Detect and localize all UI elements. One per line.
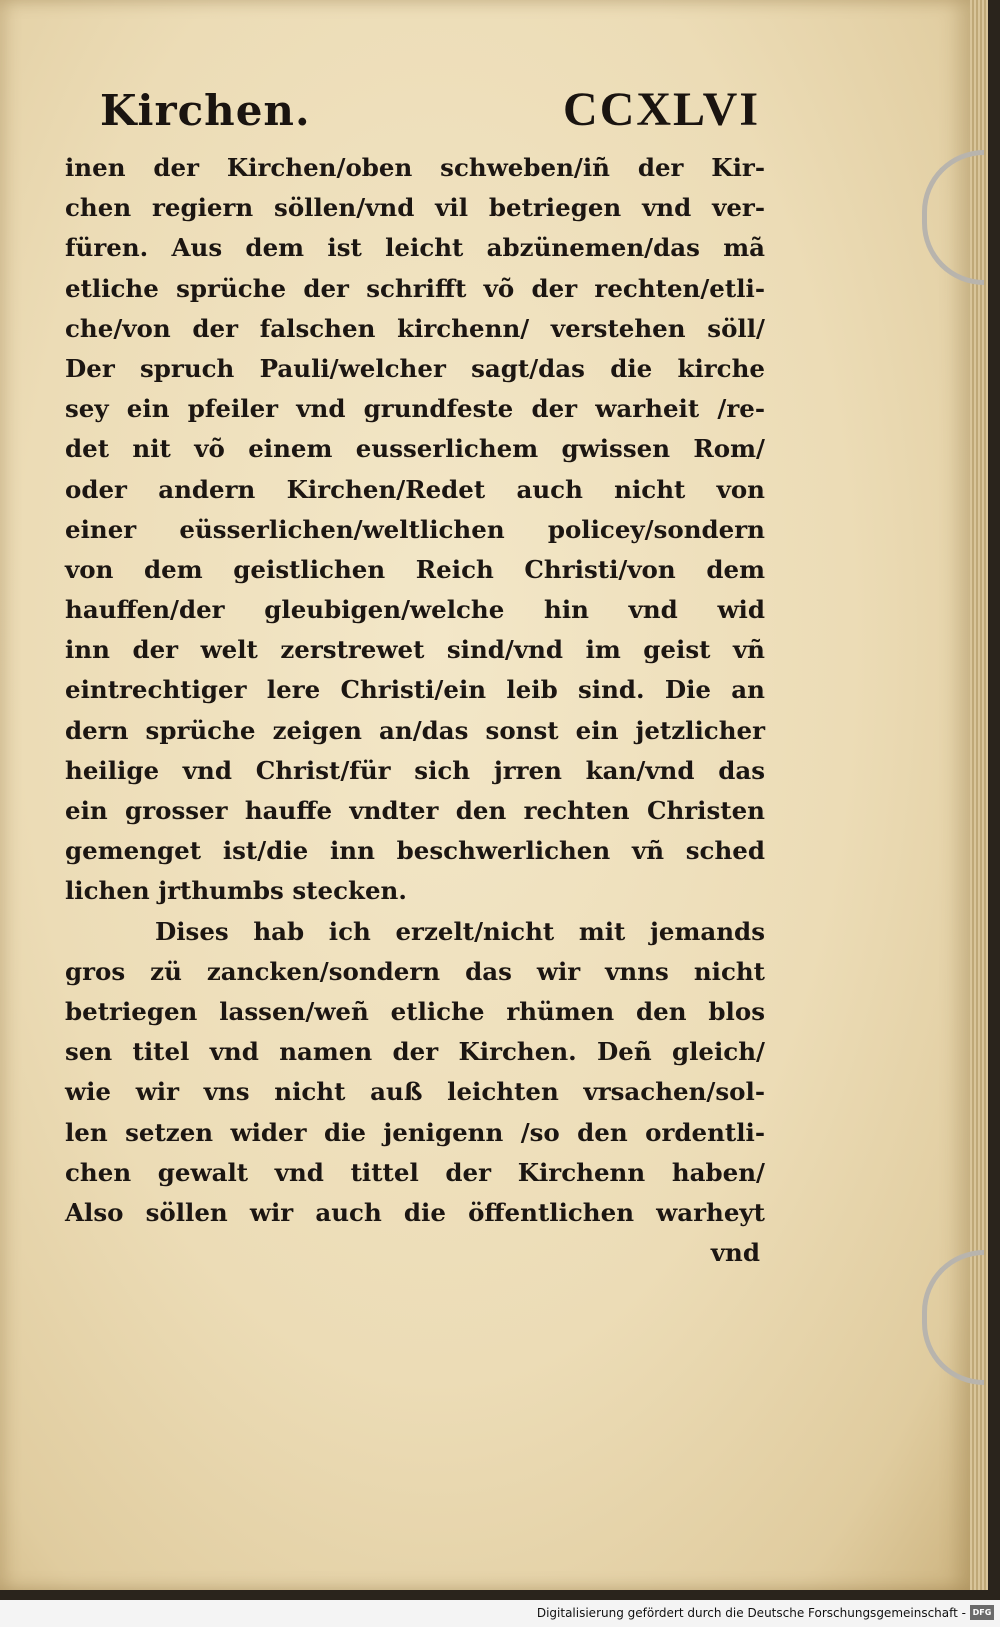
paragraph-1 bbox=[65, 148, 765, 912]
text-line: dern sprüche zeigen an/das sonst ein jetzlicher bbox=[65, 715, 765, 745]
text-line: Also söllen wir auch die öffentlichen warheyt bbox=[65, 1197, 765, 1227]
text-line: oder andern Kirchen/Redet auch nicht von bbox=[65, 474, 765, 504]
dfg-logo: DFG bbox=[970, 1605, 994, 1620]
text-line: chen gewalt vnd tittel der Kirchenn haben/ bbox=[65, 1157, 765, 1187]
text-line: heilige vnd Christ/für sich jrren kan/vnd das bbox=[65, 755, 765, 785]
text-line: sen titel vnd namen der Kirchen. Deñ gleich/ bbox=[65, 1037, 765, 1067]
footer-bar bbox=[0, 1600, 1000, 1627]
text-line: che/von der falschen kirchenn/ verstehen söll/ bbox=[65, 313, 765, 343]
text-line: hauffen/der gleubigen/welche hin vnd wid bbox=[65, 595, 765, 625]
text-line: gemenget ist/die inn beschwerlichen vñ sched bbox=[65, 836, 765, 866]
text-line: von dem geistlichen Reich Christi/von dem bbox=[65, 554, 765, 584]
text-line: len setzen wider die jenigenn /so den ordentli- bbox=[65, 1117, 765, 1147]
text-line: ein grosser hauffe vndter den rechten Christen bbox=[65, 796, 765, 825]
page-header bbox=[95, 80, 760, 140]
text-block bbox=[65, 148, 765, 1273]
text-line: det nit võ einem eusserlichem gwissen Rom/ bbox=[65, 434, 765, 464]
text-line: einer eüsserlichen/weltlichen policey/sondern bbox=[65, 514, 765, 544]
text-line: Dises hab ich erzelt/nicht mit jemands bbox=[155, 916, 765, 946]
text-line: betriegen lassen/weñ etliche rhümen den blos bbox=[65, 996, 765, 1026]
text-line: Der spruch Pauli/welcher sagt/das die kirche bbox=[65, 353, 765, 383]
text-line: chen regiern söllen/vnd vil betriegen vnd ver- bbox=[65, 193, 765, 223]
text-line: inen der Kirchen/oben schweben/iñ der Kir- bbox=[65, 153, 765, 182]
folio-number: CCXLVI bbox=[563, 83, 760, 136]
text-line: etliche sprüche der schrifft võ der rechten/etli- bbox=[65, 273, 765, 303]
text-line: lichen jrthumbs stecken. bbox=[65, 876, 407, 906]
catchword: vnd bbox=[710, 1238, 760, 1268]
text-line: sey ein pfeiler vnd grundfeste der warheit /re- bbox=[65, 394, 765, 424]
text-line: gros zü zancken/sondern das wir vnns nicht bbox=[65, 956, 765, 986]
text-line: füren. Aus dem ist leicht abzünemen/das mã bbox=[65, 233, 765, 263]
text-line: eintrechtiger lere Christi/ein leib sind. Die an bbox=[65, 675, 765, 705]
text-line: wie wir vns nicht auß leichten vrsachen/sol- bbox=[65, 1077, 765, 1107]
text-line: inn der welt zerstrewet sind/vnd im geist vñ bbox=[65, 635, 765, 665]
funding-note: Digitalisierung gefördert durch die Deutsche Forschungsgemeinschaft - bbox=[536, 1606, 966, 1620]
paragraph-2 bbox=[65, 912, 765, 1234]
running-head: Kirchen. bbox=[100, 86, 311, 135]
